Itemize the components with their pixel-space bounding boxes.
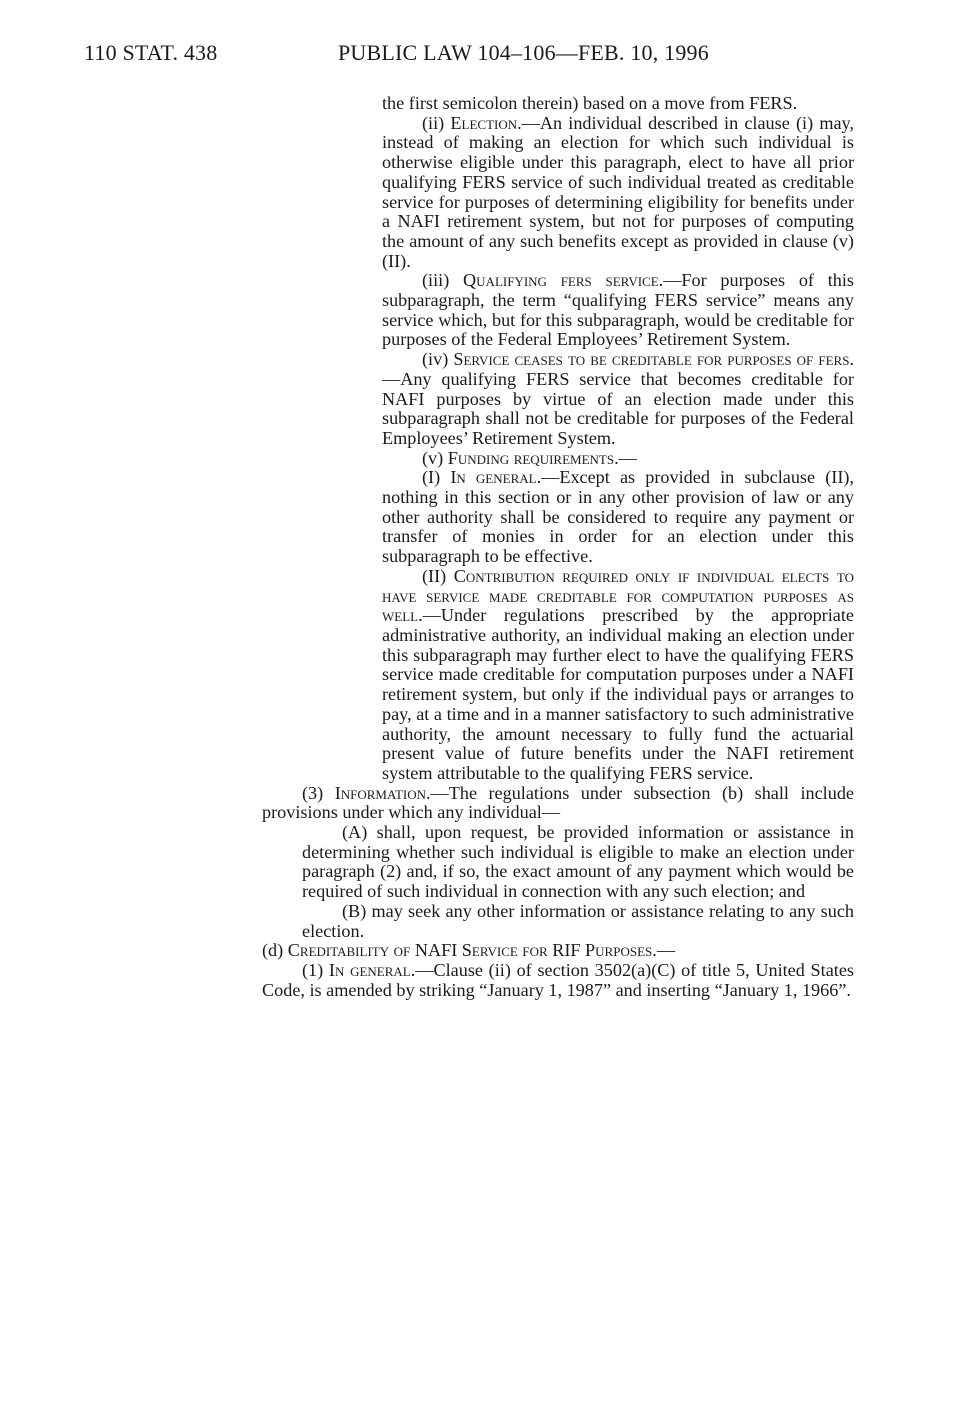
- paragraph-label: (1): [302, 959, 329, 980]
- subparagraph-text: shall, upon request, be provided information or assistance in determining whether such individual is eligible to make an election under paragraph (2) and, if so, the exact amount of any payment which would be required of such individual in connection with any such election; and: [302, 822, 855, 902]
- clause-text: —Any qualifying FERS service that becomes creditable for NAFI purposes by virtue of an election made under this subparagraph shall not be creditable for purposes of the Federal Employees’ Retirement System.: [382, 368, 854, 448]
- paragraph-heading: In general.: [328, 959, 416, 980]
- paragraph-label: (3): [302, 782, 335, 803]
- subparagraph-B: [262, 902, 854, 941]
- subclause-heading: Contribution required only if individual elects to have service made creditable for computation purposes as well.: [382, 565, 854, 626]
- clause-heading: Qualifying fers service.: [463, 270, 664, 291]
- clause-label: (v): [422, 447, 448, 468]
- clause-text: —: [618, 447, 637, 468]
- paragraph-heading: Information.: [334, 782, 431, 803]
- public-law-header: PUBLIC LAW 104–106—FEB. 10, 1996: [338, 40, 709, 65]
- clause-iii-qualifying-fers-service: [262, 271, 854, 350]
- statute-body: [262, 94, 854, 1000]
- clause-heading: Service ceases to be creditable for purposes of fers.: [453, 349, 855, 370]
- subparagraph-text: may seek any other information or assistance relating to any such election.: [302, 900, 854, 941]
- subsection-heading: Creditability of NAFI Service for RIF Purposes.: [287, 940, 657, 961]
- subclause-text: —Under regulations prescribed by the appropriate administrative authority, an individual making an election under this subparagraph may further elect to have the qualifying FERS service made creditable for computation purposes under a NAFI retirement system, but only if the individual pays or arranges to pay, at a time and in a manner satisfactory to such administrative authority, the amount necessary to fully fund the actuarial present value of future benefits under the NAFI retirement system attributable to the qualifying FERS service.: [382, 605, 854, 783]
- paragraph-text: —The regulations under subsection (b) shall include provisions under which any individual—: [262, 782, 854, 823]
- paragraph-text: the first semicolon therein) based on a move from FERS.: [382, 93, 798, 113]
- clause-heading: Election.: [450, 112, 522, 133]
- page-stat-reference: 110 STAT. 438: [84, 40, 218, 65]
- clause-ii-election: [262, 114, 854, 272]
- subclause-II-contribution-required: [262, 567, 854, 784]
- paragraph-text: —Clause (ii) of section 3502(a)(C) of title 5, United States Code, is amended by striking “January 1, 1987” and inserting “January 1, 1966”.: [262, 959, 854, 1000]
- subclause-label: (I): [422, 467, 451, 488]
- subclause-text: —Except as provided in subclause (II), nothing in this section or in any other provision of law or any other authority shall be considered to require any payment or transfer of monies in order for an election under this subparagraph to be effective.: [382, 467, 854, 567]
- subsection-text: —: [656, 940, 675, 961]
- subsection-label: (d): [262, 940, 288, 961]
- clause-label: (iii): [422, 270, 464, 291]
- paragraph-1-in-general: [262, 961, 854, 1000]
- clause-label: (ii): [422, 112, 451, 133]
- paragraph-continuation: [262, 94, 854, 114]
- clause-text: —An individual described in clause (i) may, instead of making an election for which such individual is otherwise eligible under this paragraph, elect to have all prior qualifying FERS service of such individual treated as creditable service for purposes of determining eligibility for benefits under a NAFI retirement system, but not for purposes of computing the amount of any such benefits except as provided in clause (v)(II).: [382, 112, 854, 271]
- subsection-d-creditability-heading: [262, 941, 854, 961]
- subparagraph-label: (B): [342, 900, 372, 921]
- subparagraph-A: [262, 823, 854, 902]
- subclause-heading: In general.: [450, 467, 542, 488]
- clause-label: (iv): [422, 349, 454, 370]
- clause-text: —For purposes of this subparagraph, the term “qualifying FERS service” means any service which, but for this subparagraph, would be creditable for purposes of the Federal Employees’ Retirement System.: [382, 270, 855, 350]
- clause-v-funding-requirements: [262, 449, 854, 469]
- clause-heading: Funding requirements.: [447, 447, 619, 468]
- paragraph-3-information: [262, 784, 854, 823]
- subclause-label: (II): [422, 565, 454, 586]
- clause-iv-service-ceases: [262, 350, 854, 449]
- subparagraph-label: (A): [342, 822, 377, 843]
- subclause-I-in-general: [262, 468, 854, 567]
